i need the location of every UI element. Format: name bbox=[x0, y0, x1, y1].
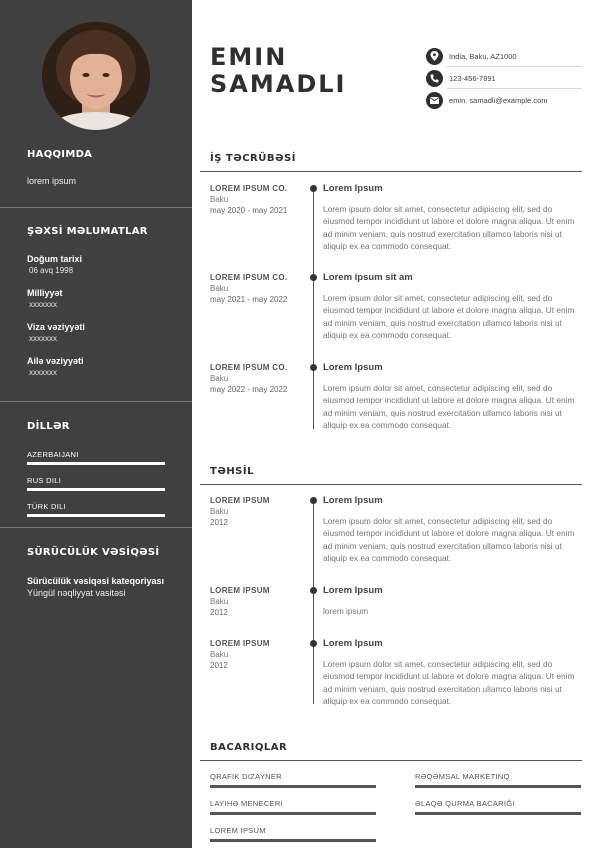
timeline-dot bbox=[310, 274, 317, 281]
language-item bbox=[27, 450, 167, 465]
job-description: Lorem ipsum dolor sit amet, consectetur adipiscing elit, sed do eiusmod tempor incididunt ut labore et dolore magna aliqua. Ut enim ad minim veniam, quis nostrud exercitation ullamco laboris nisi ut aliquip ex ea commodo consequat. bbox=[323, 293, 575, 340]
experience-entry-meta bbox=[210, 184, 308, 215]
skill-item bbox=[210, 799, 376, 815]
experience-timeline bbox=[313, 187, 314, 429]
skill-item bbox=[210, 772, 376, 788]
skill-name: LAYIHƏ MENECERI bbox=[210, 799, 283, 808]
personal-item bbox=[27, 356, 167, 377]
school-name: LOREM IPSUM bbox=[210, 586, 270, 595]
skill-level-bar bbox=[415, 812, 581, 815]
entry-year: 2012 bbox=[210, 608, 228, 617]
experience-entry-meta bbox=[210, 273, 308, 304]
timeline-dot bbox=[310, 185, 317, 192]
language-name: TÜRK DILI bbox=[27, 502, 66, 511]
personal-info-heading: ŞƏXSİ MƏLUMATLAR bbox=[27, 226, 148, 237]
skill-name: ƏLAQƏ QURMA BACARIĞI bbox=[415, 799, 515, 808]
sidebar-divider bbox=[0, 207, 192, 208]
education-entry-meta bbox=[210, 639, 308, 670]
entry-dates: may 2022 - may 2022 bbox=[210, 385, 288, 394]
language-item bbox=[27, 502, 167, 517]
about-section bbox=[27, 149, 167, 186]
contact-text: India, Baku, AZ1000 bbox=[449, 51, 517, 61]
profile-photo bbox=[42, 22, 150, 130]
education-entry-body bbox=[323, 638, 585, 707]
school-name: LOREM IPSUM bbox=[210, 639, 270, 648]
entry-dates: may 2020 - may 2021 bbox=[210, 206, 288, 215]
school-name: LOREM IPSUM bbox=[210, 496, 270, 505]
license-label: Sürücülük vəsiqəsi kateqoriyası bbox=[27, 576, 165, 586]
job-title: Lorem ipsum sit am bbox=[323, 272, 413, 283]
company-name: LOREM IPSUM CO. bbox=[210, 184, 288, 193]
section-rule bbox=[200, 760, 582, 761]
personal-item-value: xxxxxxx bbox=[29, 300, 57, 309]
degree-description: Lorem ipsum dolor sit amet, consectetur adipiscing elit, sed do eiusmod tempor incididunt ut labore et dolore magna aliqua. Ut enim ad minim veniam, quis nostrud exercitation ullamco laboris nisi ut aliquip ex ea commodo consequat. bbox=[323, 659, 575, 706]
language-name: RUS DILI bbox=[27, 476, 62, 485]
skill-item bbox=[210, 826, 376, 842]
personal-item-label: Milliyyət bbox=[27, 288, 63, 298]
job-description: Lorem ipsum dolor sit amet, consectetur adipiscing elit, sed do eiusmod tempor incididunt ut labore et dolore magna aliqua. Ut enim ad minim veniam, quis nostrud exercitation ullamco laboris nisi ut aliquip ex ea commodo consequat. bbox=[323, 383, 575, 430]
entry-year: 2012 bbox=[210, 661, 228, 670]
degree-title: Lorem Ipsum bbox=[323, 585, 383, 596]
skill-item bbox=[415, 772, 581, 788]
phone-icon bbox=[426, 70, 443, 87]
section-rule bbox=[200, 484, 582, 485]
personal-item-label: Doğum tarixi bbox=[27, 254, 83, 264]
contact-text: emin. samadli@example.com bbox=[449, 95, 548, 105]
personal-item bbox=[27, 288, 167, 309]
education-entry-body bbox=[323, 585, 585, 617]
languages-section bbox=[27, 421, 167, 517]
contact-text: 123-456-7891 bbox=[449, 73, 496, 83]
contact-location bbox=[426, 45, 582, 67]
education-entry-meta bbox=[210, 496, 308, 527]
sidebar bbox=[0, 0, 192, 848]
experience-entry-body bbox=[323, 272, 585, 341]
personal-item-value: xxxxxxx bbox=[29, 368, 57, 377]
skill-level-bar bbox=[210, 812, 376, 815]
license-section bbox=[27, 547, 167, 598]
skill-name: RƏQƏMSAL MARKETINQ bbox=[415, 772, 510, 781]
sidebar-divider bbox=[0, 401, 192, 402]
entry-dates: may 2021 - may 2022 bbox=[210, 295, 288, 304]
personal-item-value: 06 avq 1998 bbox=[29, 266, 74, 275]
skill-level-bar bbox=[210, 839, 376, 842]
timeline-dot bbox=[310, 640, 317, 647]
envelope-icon bbox=[426, 92, 443, 109]
entry-city: Baku bbox=[210, 650, 229, 659]
license-value: Yüngül nəqliyyat vasitəsi bbox=[27, 588, 126, 598]
about-heading: HAQQIMDA bbox=[27, 149, 93, 160]
full-name bbox=[210, 44, 346, 98]
degree-description: lorem ipsum bbox=[323, 606, 369, 616]
timeline-dot bbox=[310, 497, 317, 504]
entry-year: 2012 bbox=[210, 518, 228, 527]
personal-item bbox=[27, 322, 167, 343]
skills-heading: BACARIQLAR bbox=[210, 742, 288, 753]
skill-level-bar bbox=[415, 785, 581, 788]
company-name: LOREM IPSUM CO. bbox=[210, 273, 288, 282]
contact-phone bbox=[426, 67, 582, 89]
job-description: Lorem ipsum dolor sit amet, consectetur adipiscing elit, sed do eiusmod tempor incididunt ut labore et dolore magna aliqua. Ut enim ad minim veniam, quis nostrud exercitation ullamco laboris nisi ut aliquip ex ea commodo consequat. bbox=[323, 204, 575, 251]
degree-description: Lorem ipsum dolor sit amet, consectetur adipiscing elit, sed do eiusmod tempor incididunt ut labore et dolore magna aliqua. Ut enim ad minim veniam, quis nostrud exercitation ullamco laboris nisi ut aliquip ex ea commodo consequat. bbox=[323, 516, 575, 563]
experience-entry-meta bbox=[210, 363, 308, 394]
degree-title: Lorem Ipsum bbox=[323, 495, 383, 506]
personal-item-value: xxxxxxx bbox=[29, 334, 57, 343]
first-name: EMIN bbox=[210, 43, 288, 71]
contact-email bbox=[426, 89, 582, 111]
language-name: AZERBAIJANI bbox=[27, 450, 79, 459]
about-text: lorem ipsum bbox=[27, 176, 77, 186]
education-entry-meta bbox=[210, 586, 308, 617]
language-level-bar bbox=[27, 488, 165, 491]
company-name: LOREM IPSUM CO. bbox=[210, 363, 288, 372]
experience-heading: İŞ TƏCRÜBƏSİ bbox=[210, 153, 296, 164]
entry-city: Baku bbox=[210, 284, 229, 293]
license-heading: SÜRÜCÜLÜK VƏSİQƏSİ bbox=[27, 547, 160, 558]
education-entry-body bbox=[323, 495, 585, 564]
timeline-dot bbox=[310, 587, 317, 594]
skill-name: QRAFIK DIZAYNER bbox=[210, 772, 282, 781]
timeline-dot bbox=[310, 364, 317, 371]
language-item bbox=[27, 476, 167, 491]
languages-heading: DİLLƏR bbox=[27, 421, 70, 432]
entry-city: Baku bbox=[210, 507, 229, 516]
location-pin-icon bbox=[426, 48, 443, 65]
entry-city: Baku bbox=[210, 374, 229, 383]
skill-level-bar bbox=[210, 785, 376, 788]
personal-item-label: Viza vəziyyəti bbox=[27, 322, 85, 332]
last-name: SAMADLI bbox=[210, 70, 347, 98]
degree-title: Lorem Ipsum bbox=[323, 638, 383, 649]
entry-city: Baku bbox=[210, 597, 229, 606]
education-heading: TƏHSİL bbox=[210, 466, 254, 477]
experience-entry-body bbox=[323, 362, 585, 431]
entry-city: Baku bbox=[210, 195, 229, 204]
personal-info-section bbox=[27, 226, 167, 377]
sidebar-divider bbox=[0, 527, 192, 528]
personal-item bbox=[27, 254, 167, 275]
job-title: Lorem Ipsum bbox=[323, 362, 383, 373]
language-level-bar bbox=[27, 462, 165, 465]
skill-name: LOREM IPSUM bbox=[210, 826, 266, 835]
education-timeline bbox=[313, 500, 314, 704]
job-title: Lorem Ipsum bbox=[323, 183, 383, 194]
experience-entry-body bbox=[323, 183, 585, 252]
section-rule bbox=[200, 171, 582, 172]
personal-item-label: Ailə vəziyyəti bbox=[27, 356, 84, 366]
skill-item bbox=[415, 799, 581, 815]
language-level-bar bbox=[27, 514, 165, 517]
